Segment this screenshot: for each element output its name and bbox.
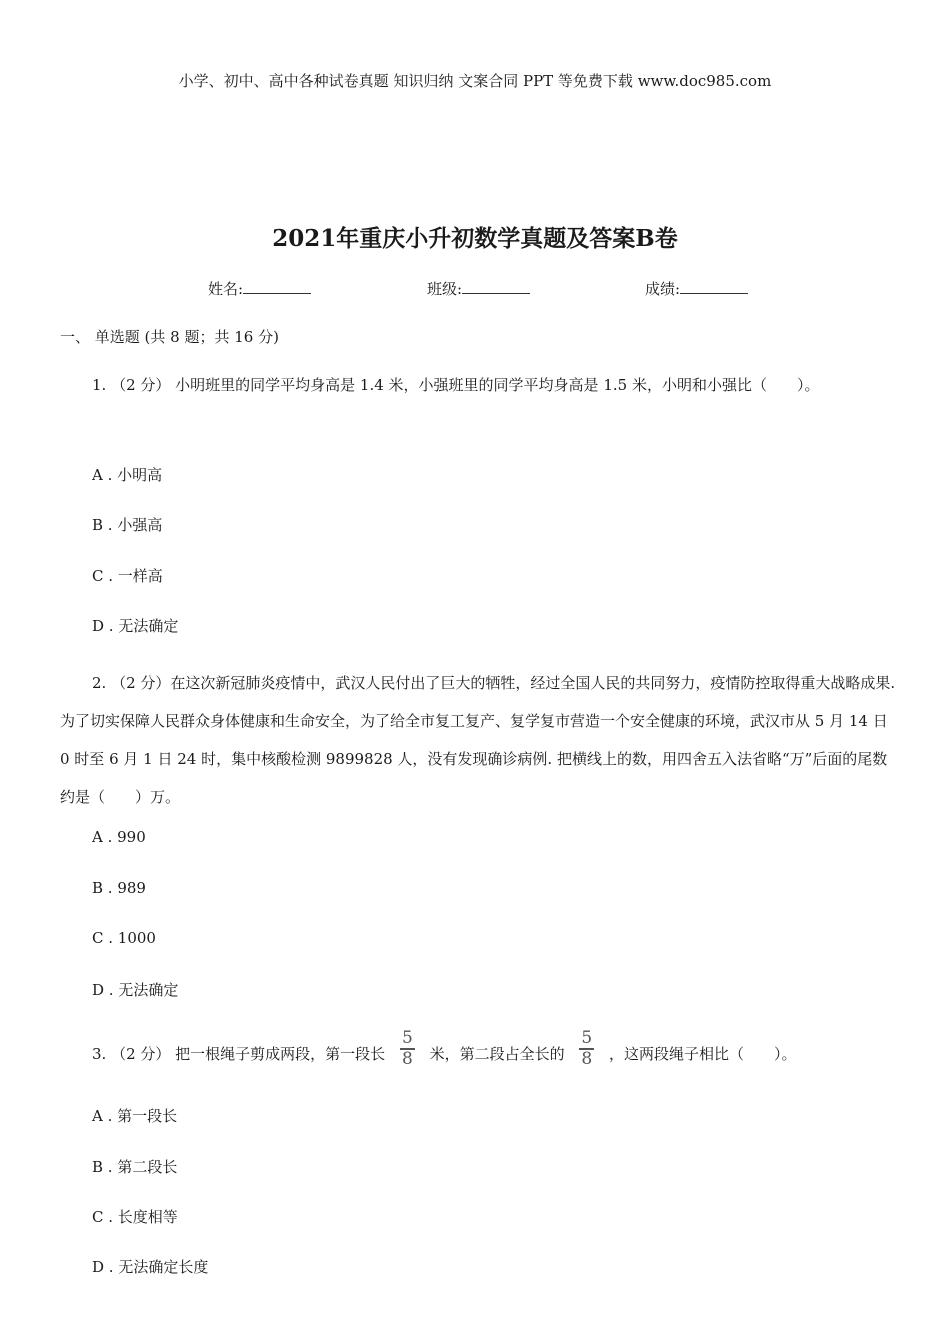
question-3-option-d: D . 无法确定长度	[92, 1258, 209, 1276]
class-field	[427, 278, 530, 299]
question-3-text-part1: 3. （2 分） 把一根绳子剪成两段，第一段长	[92, 1045, 386, 1063]
score-field	[645, 278, 748, 299]
page-header: 小学、初中、高中各种试卷真题 知识归纳 文案合同 PPT 等免费下载 www.doc985.com	[178, 72, 772, 90]
question-3-option-b: B . 第二段长	[92, 1158, 178, 1176]
name-label: 姓名:	[208, 280, 244, 298]
fraction-5-8-first	[400, 1030, 415, 1068]
fraction-numerator: 5	[581, 1028, 593, 1048]
question-1-option-c: C . 一样高	[92, 567, 163, 585]
name-blank	[243, 279, 311, 294]
question-2-option-b: B . 989	[92, 879, 146, 897]
page-title: 2021年重庆小升初数学真题及答案B卷	[272, 225, 678, 252]
question-2-stem: 2. （2 分）在这次新冠肺炎疫情中，武汉人民付出了巨大的牺牲，经过全国人民的共同努力，疫情防控取得重大战略成果. 为了切实保障人民群众身体健康和生命安全，为了给全市复工复产、复学复市营造一个安全健康的环境，武汉市从 5 月 14 日 0 时至 6 月 1 日 24 时，集中核酸检测 9899828 人，没有发现确诊病例. 把横线上的数，用四舍五入法省略“万”后面的尾数约是（ ）万。	[60, 674, 896, 806]
question-2-option-c: C . 1000	[92, 929, 156, 947]
class-label: 班级:	[427, 280, 463, 298]
score-blank	[680, 279, 748, 294]
fraction-denominator: 8	[401, 1049, 413, 1069]
question-2-option-d: D . 无法确定	[92, 981, 179, 999]
question-1-option-a: A . 小明高	[92, 466, 163, 484]
fraction-denominator: 8	[581, 1049, 593, 1069]
name-field	[208, 278, 311, 299]
question-3-stem	[92, 1024, 796, 1084]
class-blank	[462, 279, 530, 294]
question-3-option-c: C . 长度相等	[92, 1208, 178, 1226]
fraction-numerator: 5	[401, 1028, 413, 1048]
question-1-option-d: D . 无法确定	[92, 617, 179, 635]
question-3-option-a: A . 第一段长	[92, 1107, 178, 1125]
score-label: 成绩:	[645, 280, 681, 298]
section-heading: 一、 单选题 (共 8 题；共 16 分)	[60, 328, 279, 346]
question-3-text-part3: ，这两段绳子相比（ ）。	[608, 1045, 797, 1063]
question-3-text-part2: 米，第二段占全长的	[429, 1045, 565, 1063]
fraction-5-8-second	[579, 1030, 594, 1068]
question-1-option-b: B . 小强高	[92, 516, 163, 534]
question-1-stem: 1. （2 分） 小明班里的同学平均身高是 1.4 米，小强班里的同学平均身高是 1.5 米，小明和小强比（ ）。	[92, 376, 820, 394]
question-2-option-a: A . 990	[92, 828, 146, 846]
